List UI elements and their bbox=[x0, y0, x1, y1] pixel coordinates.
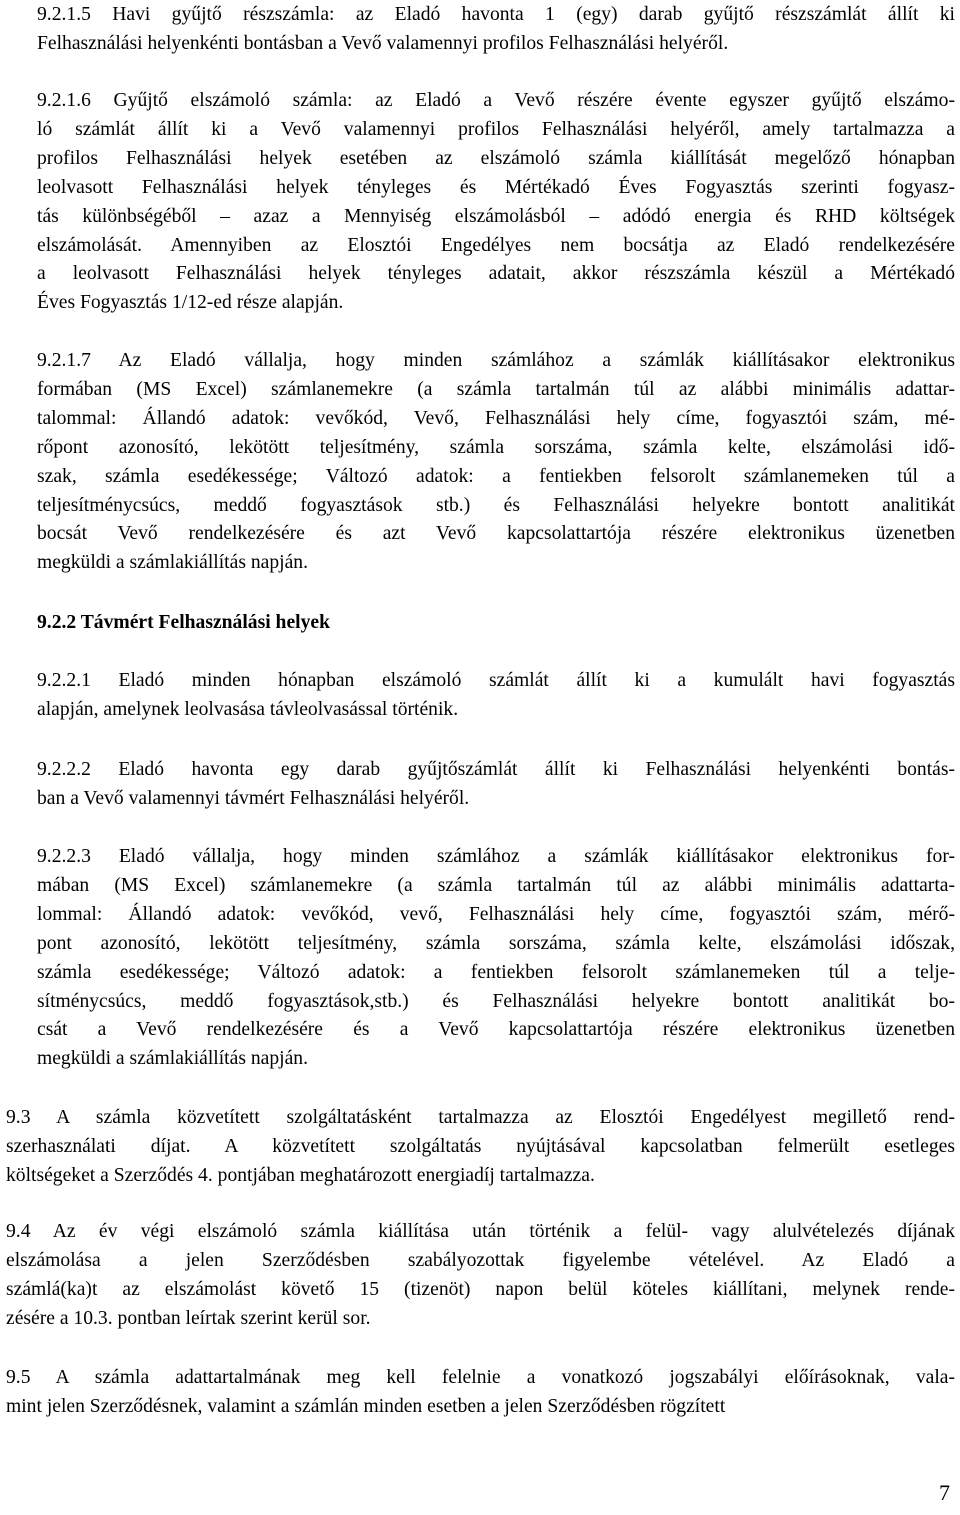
paragraph-9-2-2-1 bbox=[37, 667, 955, 725]
page-number: 7 bbox=[939, 1480, 950, 1505]
text-line: ban a Vevő valamennyi távmért Felhasználási helyéről. bbox=[37, 787, 470, 809]
text-line: 9.4 Az év végi elszámoló számla kiállítása után történik a felül- vagy alulvételezés díjának bbox=[6, 1221, 955, 1242]
text-line: 9.2.2.1 Eladó minden hónapban elszámoló számlát állít ki a kumulált havi fogyasztás bbox=[37, 670, 955, 691]
paragraph-9-4 bbox=[6, 1218, 955, 1334]
text-line: megküldi a számlakiállítás napján. bbox=[37, 552, 308, 574]
text-line: megküldi a számlakiállítás napján. bbox=[37, 1048, 308, 1070]
text-line: mint jelen Szerződésnek, valamint a számlán minden esetben a jelen Szerződésben rögzített bbox=[6, 1395, 726, 1417]
text-line: profilos Felhasználási helyek esetében az elszámoló számla kiállítását megelőző hónapban bbox=[37, 147, 955, 169]
text-line: alapján, amelynek leolvasása távleolvasással történik. bbox=[37, 698, 459, 720]
text-line: ló számlát állít ki a Vevő valamennyi profilos Felhasználási helyéről, amely tartalmazza a bbox=[37, 118, 955, 140]
text-line: tás különbségéből – azaz a Mennyiség elszámolásból – adódó energia és RHD költségek bbox=[37, 205, 955, 227]
text-line: teljesítménycsúcs, meddő fogyasztások stb.) és Felhasználási helyekre bontott analitikát bbox=[37, 494, 955, 516]
paragraph-9-3 bbox=[6, 1104, 955, 1191]
text-line: számla esedékessége; Változó adatok: a fentiekben felsorolt számlanemeken túl a telje- bbox=[37, 961, 955, 983]
text-line: 9.2.1.6 Gyűjtő elszámoló számla: az Eladó a Vevő részére évente egyszer gyűjtő elszámo- bbox=[37, 90, 955, 111]
text-line: a leolvasott Felhasználási helyek tényleges adatait, akkor részszámla készül a Mértékadó bbox=[37, 263, 955, 285]
text-line: költségeket a Szerződés 4. pontjában meghatározott energiadíj tartalmazza. bbox=[6, 1164, 595, 1186]
text-line: elszámolása a jelen Szerződésben szabályozottak figyelembe vételével. Az Eladó a bbox=[6, 1249, 955, 1271]
text-line: 9.3 A számla közvetített szolgáltatásként tartalmazza az Elosztói Engedélyest megillető rend- bbox=[6, 1107, 955, 1128]
paragraph-9-2-2-3 bbox=[37, 843, 955, 1074]
text-line: csát a Vevő rendelkezésére és a Vevő kapcsolattartója részére elektronikus üzenetben bbox=[37, 1019, 955, 1041]
text-line: sítménycsúcs, meddő fogyasztások,stb.) és Felhasználási helyekre bontott analitikát bo- bbox=[37, 990, 955, 1012]
text-line: talommal: Állandó adatok: vevőkód, Vevő, Felhasználási hely címe, fogyasztói szám, mé- bbox=[37, 407, 955, 429]
text-line: 9.2.2.3 Eladó vállalja, hogy minden számlához a számlák kiállításakor elektronikus for- bbox=[37, 846, 955, 867]
text-line: 9.2.1.7 Az Eladó vállalja, hogy minden számlához a számlák kiállításakor elektronikus bbox=[37, 350, 955, 371]
section-heading: 9.2.2 Távmért Felhasználási helyek bbox=[37, 612, 330, 633]
text-line: elszámolását. Amennyiben az Elosztói Engedélyes nem bocsátja az Eladó rendelkezésére bbox=[37, 234, 955, 256]
text-line: bocsát Vevő rendelkezésére és azt Vevő kapcsolattartója részére elektronikus üzenetben bbox=[37, 523, 955, 545]
paragraph-9-2-1-7 bbox=[37, 347, 955, 578]
text-line: formában (MS Excel) számlanemekre (a számla tartalmán túl az alábbi minimális adattar- bbox=[37, 378, 955, 400]
text-line: szerhasználati díjat. A közvetített szolgáltatás nyújtásával kapcsolatban felmerült esetleges bbox=[6, 1135, 955, 1157]
text-line: szak, számla esedékessége; Változó adatok: a fentiekben felsorolt számlanemeken túl a bbox=[37, 465, 955, 487]
paragraph-9-2-1-5 bbox=[37, 1, 955, 59]
text-line: mában (MS Excel) számlanemekre (a számla tartalmán túl az alábbi minimális adattarta- bbox=[37, 874, 955, 896]
text-line: leolvasott Felhasználási helyek tényleges és Mértékadó Éves Fogyasztás szerinti fogyasz- bbox=[37, 176, 955, 198]
text-line: Felhasználási helyenkénti bontásban a Vevő valamennyi profilos Felhasználási helyéről. bbox=[37, 32, 729, 54]
paragraph-9-5 bbox=[6, 1364, 955, 1422]
text-line: 9.2.1.5 Havi gyűjtő részszámla: az Eladó havonta 1 (egy) darab gyűjtő részszámlát állít ki bbox=[37, 4, 955, 25]
paragraph-9-2-1-6 bbox=[37, 87, 955, 318]
text-line: számlá(ka)t az elszámolást követő 15 (tizenöt) napon belül köteles kiállítani, melynek rende- bbox=[6, 1278, 955, 1300]
text-line: rőpont azonosító, lekötött teljesítmény, számla sorszáma, számla kelte, elszámolási idő- bbox=[37, 436, 955, 458]
text-line: Éves Fogyasztás 1/12-ed része alapján. bbox=[37, 292, 344, 314]
text-line: pont azonosító, lekötött teljesítmény, számla sorszáma, számla kelte, elszámolási időszak, bbox=[37, 932, 955, 954]
text-line: 9.2.2.2 Eladó havonta egy darab gyűjtőszámlát állít ki Felhasználási helyenkénti bontás- bbox=[37, 759, 955, 780]
text-line: zésére a 10.3. pontban leírtak szerint kerül sor. bbox=[6, 1307, 371, 1329]
paragraph-9-2-2-2 bbox=[37, 756, 955, 814]
text-line: 9.5 A számla adattartalmának meg kell felelnie a vonatkozó jogszabályi előírásoknak, vala- bbox=[6, 1367, 955, 1388]
text-line: lommal: Állandó adatok: vevőkód, vevő, Felhasználási hely címe, fogyasztói szám, mérő- bbox=[37, 903, 955, 925]
